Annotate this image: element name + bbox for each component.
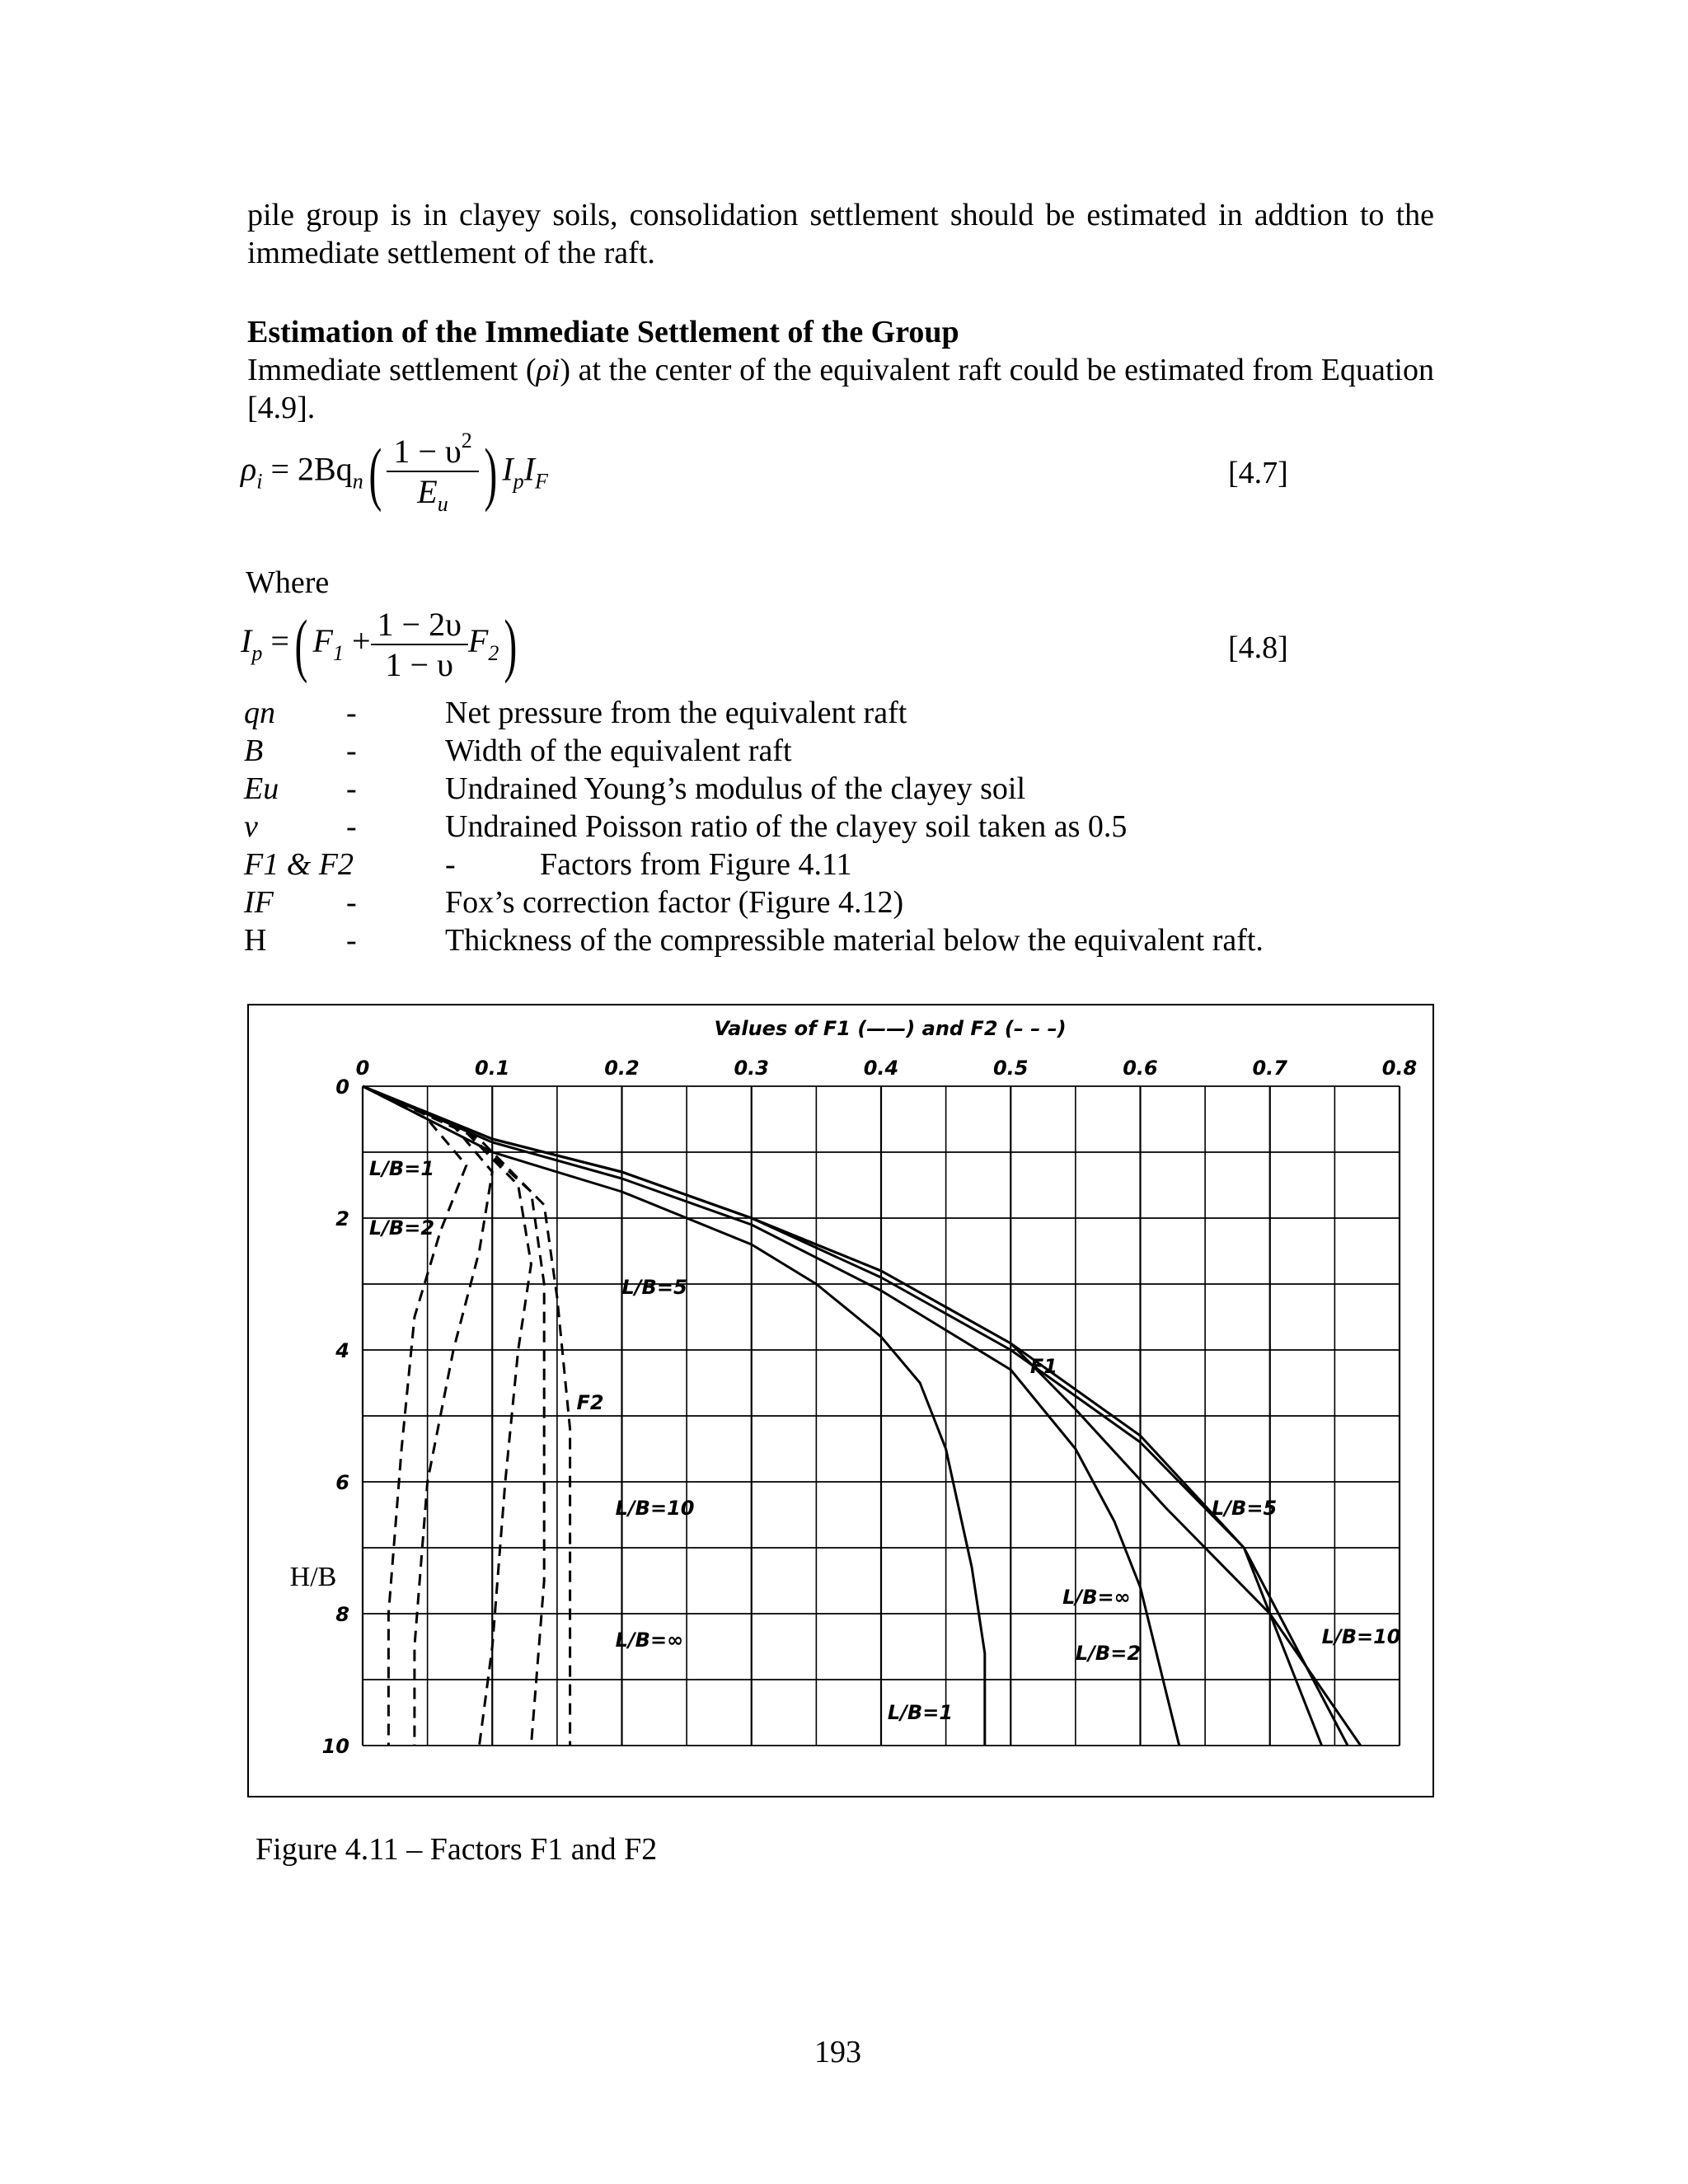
definition-symbol: ν [244,809,258,844]
rho-i-symbol: ρi [536,353,560,387]
x-tick-label: 0.2 [604,1057,640,1080]
eq1-coef: = 2Bq [270,450,353,488]
definition-dash: - [346,771,357,806]
chart-annotation: L/B=∞ [615,1629,684,1652]
eq1-open-paren: ( [368,433,382,513]
chart-annotation: F1 [1029,1355,1057,1378]
chart-annotation: L/B=1 [887,1701,954,1724]
definition-symbol: IF [244,885,274,920]
chart-annotation: L/B=10 [615,1497,695,1520]
factors-chart [247,1004,1434,1797]
eq2-f1: F [312,622,333,660]
equation-4-8-number: [4.8] [1228,630,1288,665]
section-heading: Estimation of the Immediate Settlement of the Group [247,315,959,349]
definition-dash: - [445,847,456,882]
eq2-denominator: 1 − υ [385,646,453,683]
chart-annotation: L/B=2 [1075,1642,1142,1665]
definition-dash: - [346,809,357,844]
eq1-lhs-sub: i [256,469,263,494]
y-tick-label: 6 [335,1471,349,1494]
y-tick-label: 10 [321,1735,349,1758]
equation-4-7-number: [4.7] [1228,456,1288,490]
y-tick-label: 2 [335,1207,349,1230]
chart-annotations [369,1157,1401,1724]
definition-dash: - [346,696,357,730]
chart-ticks [322,1057,1418,1758]
definition-symbol: Eu [244,771,279,806]
eq2-f2: F [467,622,489,660]
chart-annotation: L/B=5 [621,1276,687,1299]
chart-annotation: F2 [576,1391,604,1414]
chart-annotation: L/B=2 [368,1216,435,1240]
page-number: 193 [814,2035,861,2069]
eq1-if: I [523,450,535,488]
chart-annotation: L/B=∞ [1062,1586,1131,1609]
x-tick-label: 0.7 [1252,1057,1288,1080]
eq2-numerator: 1 − 2υ [371,605,468,645]
x-tick-label: 0 [355,1057,370,1080]
definition-symbol: H [244,923,267,958]
chart-ylabel: H/B [289,1562,337,1592]
x-tick-label: 0.4 [863,1057,899,1080]
eq1-coef-sub: n [352,469,363,494]
x-tick-label: 0.3 [734,1057,770,1080]
eq1-close-paren: ) [484,433,497,513]
definition-symbol: qn [244,696,275,730]
eq1-lhs: ρ [241,450,257,488]
definition-desc: Undrained Poisson ratio of the clayey soil taken as 0.5 [445,809,1128,844]
y-tick-label: 4 [335,1339,349,1362]
chart-grid [363,1086,1400,1746]
eq1-denominator: $E_u$ [417,473,448,516]
chart-annotation: L/B=10 [1321,1625,1401,1648]
definition-dash: - [346,923,357,958]
definition-symbol: F1 & F2 [244,847,354,882]
eq2-lhs: I [241,622,252,660]
definition-desc: Net pressure from the equivalent raft [445,696,907,730]
chart-annotation: L/B=1 [368,1157,435,1180]
figure-caption: Figure 4.11 – Factors F1 and F2 [256,1832,658,1867]
chart-title: Values of F1 (——) and F2 (– – –) [714,1017,1067,1040]
eq1-fraction [387,429,478,517]
definition-desc: Width of the equivalent raft [445,733,792,768]
eq1-numerator: $1 - \upsilon^2$ [387,429,478,472]
chart-annotation: L/B=5 [1211,1497,1278,1520]
x-tick-label: 0.1 [474,1057,510,1080]
y-tick-label: 8 [335,1603,349,1626]
equation-4-7: $\rho_i = 2Bq_n$( $\frac{1 - \upsilon^2}{E_u}$ ) $I_pI_F$ [241,429,548,516]
eq1-ip: I [502,450,513,488]
eq2-eq: = [270,622,289,660]
definition-desc: Thickness of the compressible material below the equivalent raft. [445,923,1264,958]
equation-4-8: $I_p$ =( $F_1$ + $\frac{1 - 2\upsilon}{1 - \upsilon}$ $F_2$) [241,605,518,684]
definition-desc: Undrained Young’s modulus of the clayey soil [445,771,1026,806]
definition-dash: - [346,733,357,768]
section-paragraph [247,351,1434,427]
definition-symbol: B [244,733,264,768]
eq2-fraction [371,605,468,684]
y-tick-label: 0 [335,1076,349,1099]
x-tick-label: 0.5 [992,1057,1029,1080]
section-paragraph-part1: Immediate settlement ( [247,353,537,387]
eq2-open-paren: ( [294,605,308,684]
definition-desc: Factors from Figure 4.11 [540,847,852,882]
definition-dash: - [346,885,357,920]
eq2-plus: + [351,622,371,660]
intro-paragraph: pile group is in clayey soils, consolidation settlement should be estimated in addtion to the immediate settlement of the raft. [247,198,1434,270]
x-tick-label: 0.8 [1381,1057,1418,1080]
eq2-close-paren: ) [504,605,518,684]
definition-desc: Fox’s correction factor (Figure 4.12) [445,885,904,920]
section-paragraph-part2: ) at the center of the equivalent raft could be estimated from Equation [4.9]. [247,353,1434,425]
x-tick-label: 0.6 [1123,1057,1158,1080]
where-label: Where [246,565,330,600]
